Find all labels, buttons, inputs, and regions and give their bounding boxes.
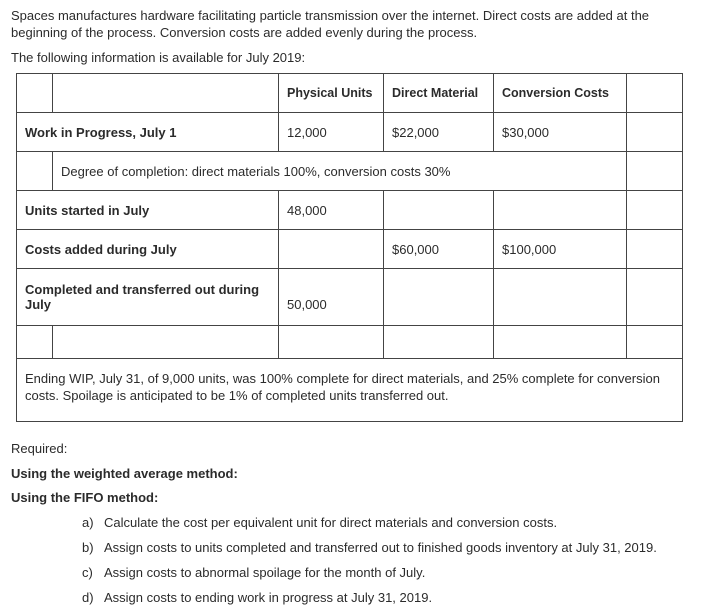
costs-added-label: Costs added during July [17, 230, 279, 269]
table-cell [53, 326, 279, 359]
task-text: Calculate the cost per equivalent unit for direct materials and conversion costs. [104, 515, 558, 530]
units-started-value: 48,000 [279, 191, 384, 230]
task-text: Assign costs to abnormal spoilage for the month of July. [104, 565, 426, 580]
task-item [82, 589, 432, 606]
table-cell [17, 326, 53, 359]
table-cell [384, 191, 494, 230]
table-row [17, 191, 683, 230]
required-label: Required: [11, 441, 68, 456]
table-cell [627, 74, 683, 113]
ending-wip-note: Ending WIP, July 31, of 9,000 units, was 100% complete for direct materials, and 25% complete for conversion costs. Spoilage is anticipated to be 1% of completed units transferred out. [17, 359, 683, 422]
costs-added-cc: $100,000 [494, 230, 627, 269]
task-letter: b) [82, 540, 94, 555]
table-row [17, 326, 683, 359]
task-text: Assign costs to units completed and transferred out to finished goods inventory at July 31, 2019. [104, 540, 657, 555]
task-letter: a) [82, 515, 94, 530]
table-cell [627, 269, 683, 326]
wip-label: Work in Progress, July 1 [17, 113, 279, 152]
units-started-label: Units started in July [17, 191, 279, 230]
task-letter: d) [82, 590, 94, 605]
table-cell [627, 230, 683, 269]
table-cell [627, 152, 683, 191]
table-cell [279, 326, 384, 359]
fifo-label: Using the FIFO method: [11, 490, 159, 505]
task-item [82, 539, 657, 556]
table-cell [494, 326, 627, 359]
table-row [17, 359, 683, 422]
completed-label: Completed and transferred out during July [17, 269, 279, 326]
cost-data-table [16, 73, 683, 422]
weighted-average-label: Using the weighted average method: [11, 466, 238, 481]
task-text: Assign costs to ending work in progress at July 31, 2019. [104, 590, 433, 605]
available-info-text: The following information is available for July 2019: [11, 50, 306, 65]
table-cell [494, 269, 627, 326]
table-cell [279, 230, 384, 269]
problem-intro: Spaces manufactures hardware facilitating particle transmission over the internet. Direct costs are added at the beginning of the process. Conversion costs are added evenly during the process. [11, 8, 650, 40]
table-row [17, 113, 683, 152]
costs-added-dm: $60,000 [384, 230, 494, 269]
table-cell [384, 326, 494, 359]
wip-units: 12,000 [279, 113, 384, 152]
table-cell [494, 191, 627, 230]
table-cell [17, 152, 53, 191]
degree-of-completion: Degree of completion: direct materials 100%, conversion costs 30% [53, 152, 627, 191]
task-item [82, 564, 425, 581]
header-conversion-costs: Conversion Costs [494, 74, 627, 113]
table-cell [53, 74, 279, 113]
task-letter: c) [82, 565, 93, 580]
table-cell [17, 74, 53, 113]
table-cell [627, 326, 683, 359]
table-row [17, 230, 683, 269]
completed-units: 50,000 [279, 269, 384, 326]
wip-cc: $30,000 [494, 113, 627, 152]
task-item [82, 514, 557, 531]
table-cell [384, 269, 494, 326]
wip-dm: $22,000 [384, 113, 494, 152]
table-row [17, 152, 683, 191]
table-cell [627, 113, 683, 152]
table-row [17, 269, 683, 326]
header-physical-units: Physical Units [279, 74, 384, 113]
table-row [17, 74, 683, 113]
header-direct-material: Direct Material [384, 74, 494, 113]
table-cell [627, 191, 683, 230]
